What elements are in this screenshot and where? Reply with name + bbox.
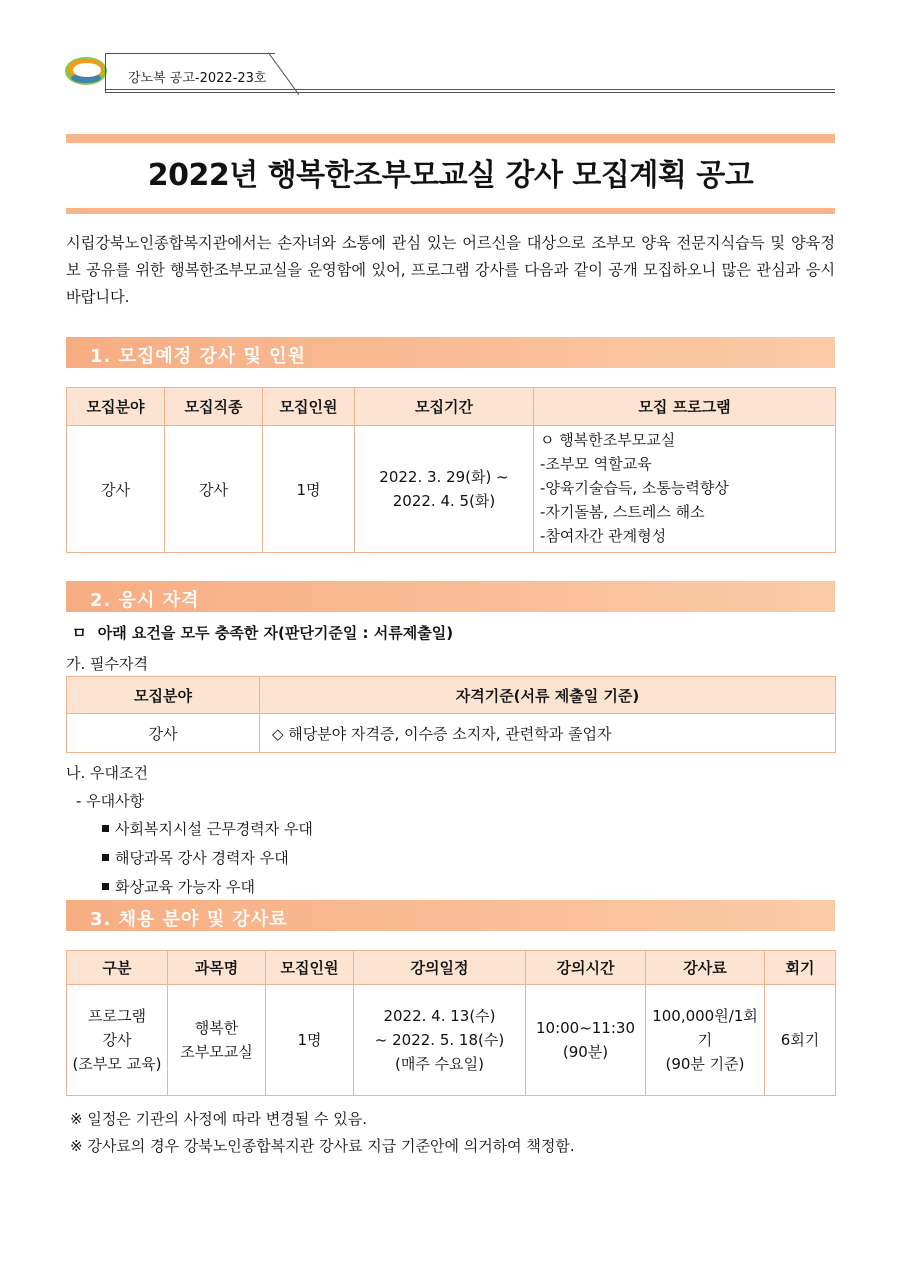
intro-paragraph: 시립강북노인종합복지관에서는 손자녀와 소통에 관심 있는 어르신을 대상으로 조부모 양육 전문지식습득 및 양육정보 공유를 위한 행복한조부모교실을 운영함에 있어, 프로그램 강사를 다음과 같이 공개 모집하오니 많은 관심과 응시 바랍니다.	[66, 234, 835, 306]
table-row	[67, 714, 836, 753]
subheading-preference: 나. 우대조건	[66, 764, 148, 782]
time-line: (90분)	[562, 1043, 609, 1061]
schedule-line: 2022. 4. 13(수)	[383, 1007, 496, 1025]
title-bar-top	[66, 134, 835, 143]
subheading-required: 가. 필수자격	[66, 655, 148, 673]
checkbox-marker: ㅁ	[72, 624, 87, 642]
note: ※ 강사료의 경우 강북노인종합복지관 강사료 지급 기준안에 의거하여 책정함.	[70, 1137, 575, 1155]
col-header: 자격기준(서류 제출일 기준)	[260, 677, 836, 714]
col-header: 모집인원	[263, 388, 355, 426]
list-item-text: 화상교육 가능자 우대	[115, 878, 255, 896]
bullet-icon	[102, 825, 109, 832]
col-header: 회기	[765, 951, 836, 985]
header-divider	[105, 89, 835, 90]
col-header: 모집분야	[67, 677, 260, 714]
list-item	[102, 847, 289, 868]
schedule-line: (매주 수요일)	[395, 1055, 484, 1073]
fee-line: 100,000원/1회기	[652, 1007, 758, 1049]
qualification-table	[66, 676, 836, 753]
table-row	[67, 426, 836, 553]
cell-field: 강사	[67, 714, 260, 753]
cell-fee	[646, 985, 765, 1096]
cell-period	[355, 426, 534, 553]
fee-line: (90분 기준)	[665, 1055, 745, 1073]
program-item: ㅇ 행복한조부모교실	[540, 431, 676, 449]
subject-line: 조부모교실	[180, 1043, 253, 1061]
page-title: 2022년 행복한조부모교실 강사 모집계획 공고	[147, 158, 754, 193]
cell-subject	[168, 985, 266, 1096]
col-header: 모집직종	[165, 388, 263, 426]
cell-category	[67, 985, 168, 1096]
col-header: 과목명	[168, 951, 266, 985]
cell-sessions: 6회기	[765, 985, 836, 1096]
col-header: 강사료	[646, 951, 765, 985]
col-header: 구분	[67, 951, 168, 985]
bullet-icon	[102, 854, 109, 861]
list-item-text: 해당과목 강사 경력자 우대	[115, 849, 289, 867]
note: ※ 일정은 기관의 사정에 따라 변경될 수 있음.	[70, 1110, 368, 1128]
category-line: 프로그램	[88, 1007, 146, 1025]
schedule-line: ~ 2022. 5. 18(수)	[374, 1031, 505, 1049]
section1-title: 1. 모집예정 강사 및 인원	[90, 346, 306, 367]
cell-job: 강사	[165, 426, 263, 553]
program-item: -조부모 역할교육	[540, 455, 652, 473]
period-end: 2022. 4. 5(화)	[392, 492, 496, 510]
cell-count: 1명	[266, 985, 354, 1096]
col-header: 모집분야	[67, 388, 165, 426]
col-header: 모집인원	[266, 951, 354, 985]
col-header: 강의시간	[526, 951, 646, 985]
time-line: 10:00~11:30	[535, 1019, 636, 1037]
header-frame-left	[105, 53, 106, 92]
category-line: 강사	[102, 1031, 132, 1049]
category-line: (조부모 교육)	[72, 1055, 162, 1073]
qualification-lead-text: 아래 요건을 모두 충족한 자(판단기준일 : 서류제출일)	[97, 624, 454, 642]
cell-field: 강사	[67, 426, 165, 553]
document-number: 강노복 공고-2022-23호	[128, 71, 267, 86]
qualification-lead	[72, 622, 453, 643]
cell-criteria: ◇ 해당분야 자격증, 이수증 소지자, 관련학과 졸업자	[260, 714, 836, 753]
list-item	[102, 818, 313, 839]
preference-title: - 우대사항	[76, 792, 145, 810]
program-item: -양육기술습득, 소통능력향상	[540, 479, 729, 497]
recruitment-table	[66, 387, 836, 553]
table-row	[67, 985, 836, 1096]
header-frame-top	[105, 53, 275, 54]
col-header: 모집 프로그램	[534, 388, 836, 426]
fee-table	[66, 950, 836, 1096]
bullet-icon	[102, 883, 109, 890]
cell-count: 1명	[263, 426, 355, 553]
subject-line: 행복한	[194, 1019, 239, 1037]
program-item: -참여자간 관계형성	[540, 527, 667, 545]
title-bar-bottom	[66, 208, 835, 214]
cell-time	[526, 985, 646, 1096]
cell-schedule	[354, 985, 526, 1096]
section3-title: 3. 채용 분야 및 강사료	[90, 909, 288, 930]
organization-logo	[62, 52, 110, 90]
program-item: -자기돌봄, 스트레스 해소	[540, 503, 705, 521]
list-item	[102, 876, 255, 897]
list-item-text: 사회복지시설 근무경력자 우대	[115, 820, 313, 838]
section2-title: 2. 응시 자격	[90, 590, 200, 611]
cell-programs	[534, 426, 836, 553]
col-header: 모집기간	[355, 388, 534, 426]
header-divider-2	[105, 92, 835, 93]
period-start: 2022. 3. 29(화) ~	[379, 468, 509, 486]
col-header: 강의일정	[354, 951, 526, 985]
